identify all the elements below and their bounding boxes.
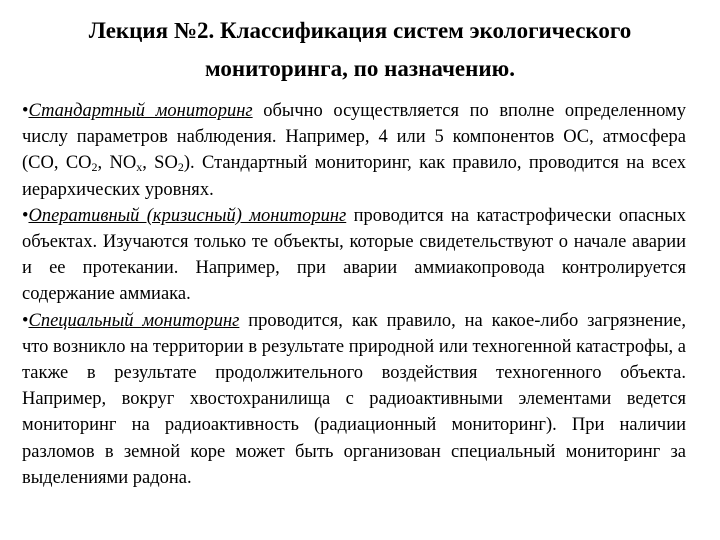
paragraph-text: проводится, как правило, на какое-либо загрязнение, что возникло на территории в результате природной или техногенной катастрофы, а также в результате продолжительного воздействия техногенного объекта. Например, вокруг хвостохранилища с радиоактивными элементами ведется мониторинг на радиоактивность (радиационный мониторинг). При наличии разломов в земной коре может быть организован специальный мониторинг за выделениями радона. bbox=[22, 310, 687, 488]
title-line-2: мониторинга, по назначению. bbox=[205, 56, 515, 81]
slide-body bbox=[22, 98, 686, 491]
paragraph-text: , SO bbox=[142, 153, 178, 174]
paragraph-text: проводится на катастрофически опасных объектах. Изучаются только те объекты, которые свидетельствуют о начале аварии и ее протекании. Например, при аварии аммиакопровода контролируется содержание аммиака. bbox=[22, 205, 686, 305]
bullet: • bbox=[22, 310, 29, 331]
paragraph-special-monitoring bbox=[22, 308, 686, 491]
term-operative-monitoring: Оперативный (кризисный) мониторинг bbox=[28, 205, 347, 226]
paragraph-text: обычно осуществляется по вполне определенному числу параметров наблюдения. Например, 4 или 5 компонентов ОС, атмосфера (СО, СО bbox=[22, 101, 686, 174]
paragraph-text: , NO bbox=[97, 153, 137, 174]
subscript: 2 bbox=[177, 160, 184, 175]
paragraph-operative-monitoring bbox=[22, 203, 686, 308]
paragraph-text: ). Стандартный мониторинг, как правило, проводится на всех иерархических уровнях. bbox=[22, 153, 686, 200]
slide-title bbox=[20, 12, 700, 88]
subscript: x bbox=[136, 160, 143, 175]
title-line-1: Лекция №2. Классификация систем экологического bbox=[88, 18, 632, 43]
bullet: • bbox=[22, 101, 29, 121]
term-special-monitoring: Специальный мониторинг bbox=[28, 310, 240, 331]
bullet: • bbox=[22, 205, 29, 226]
term-standard-monitoring: Стандартный мониторинг bbox=[28, 101, 253, 121]
paragraph-standard-monitoring bbox=[22, 98, 686, 203]
subscript: 2 bbox=[91, 160, 98, 175]
